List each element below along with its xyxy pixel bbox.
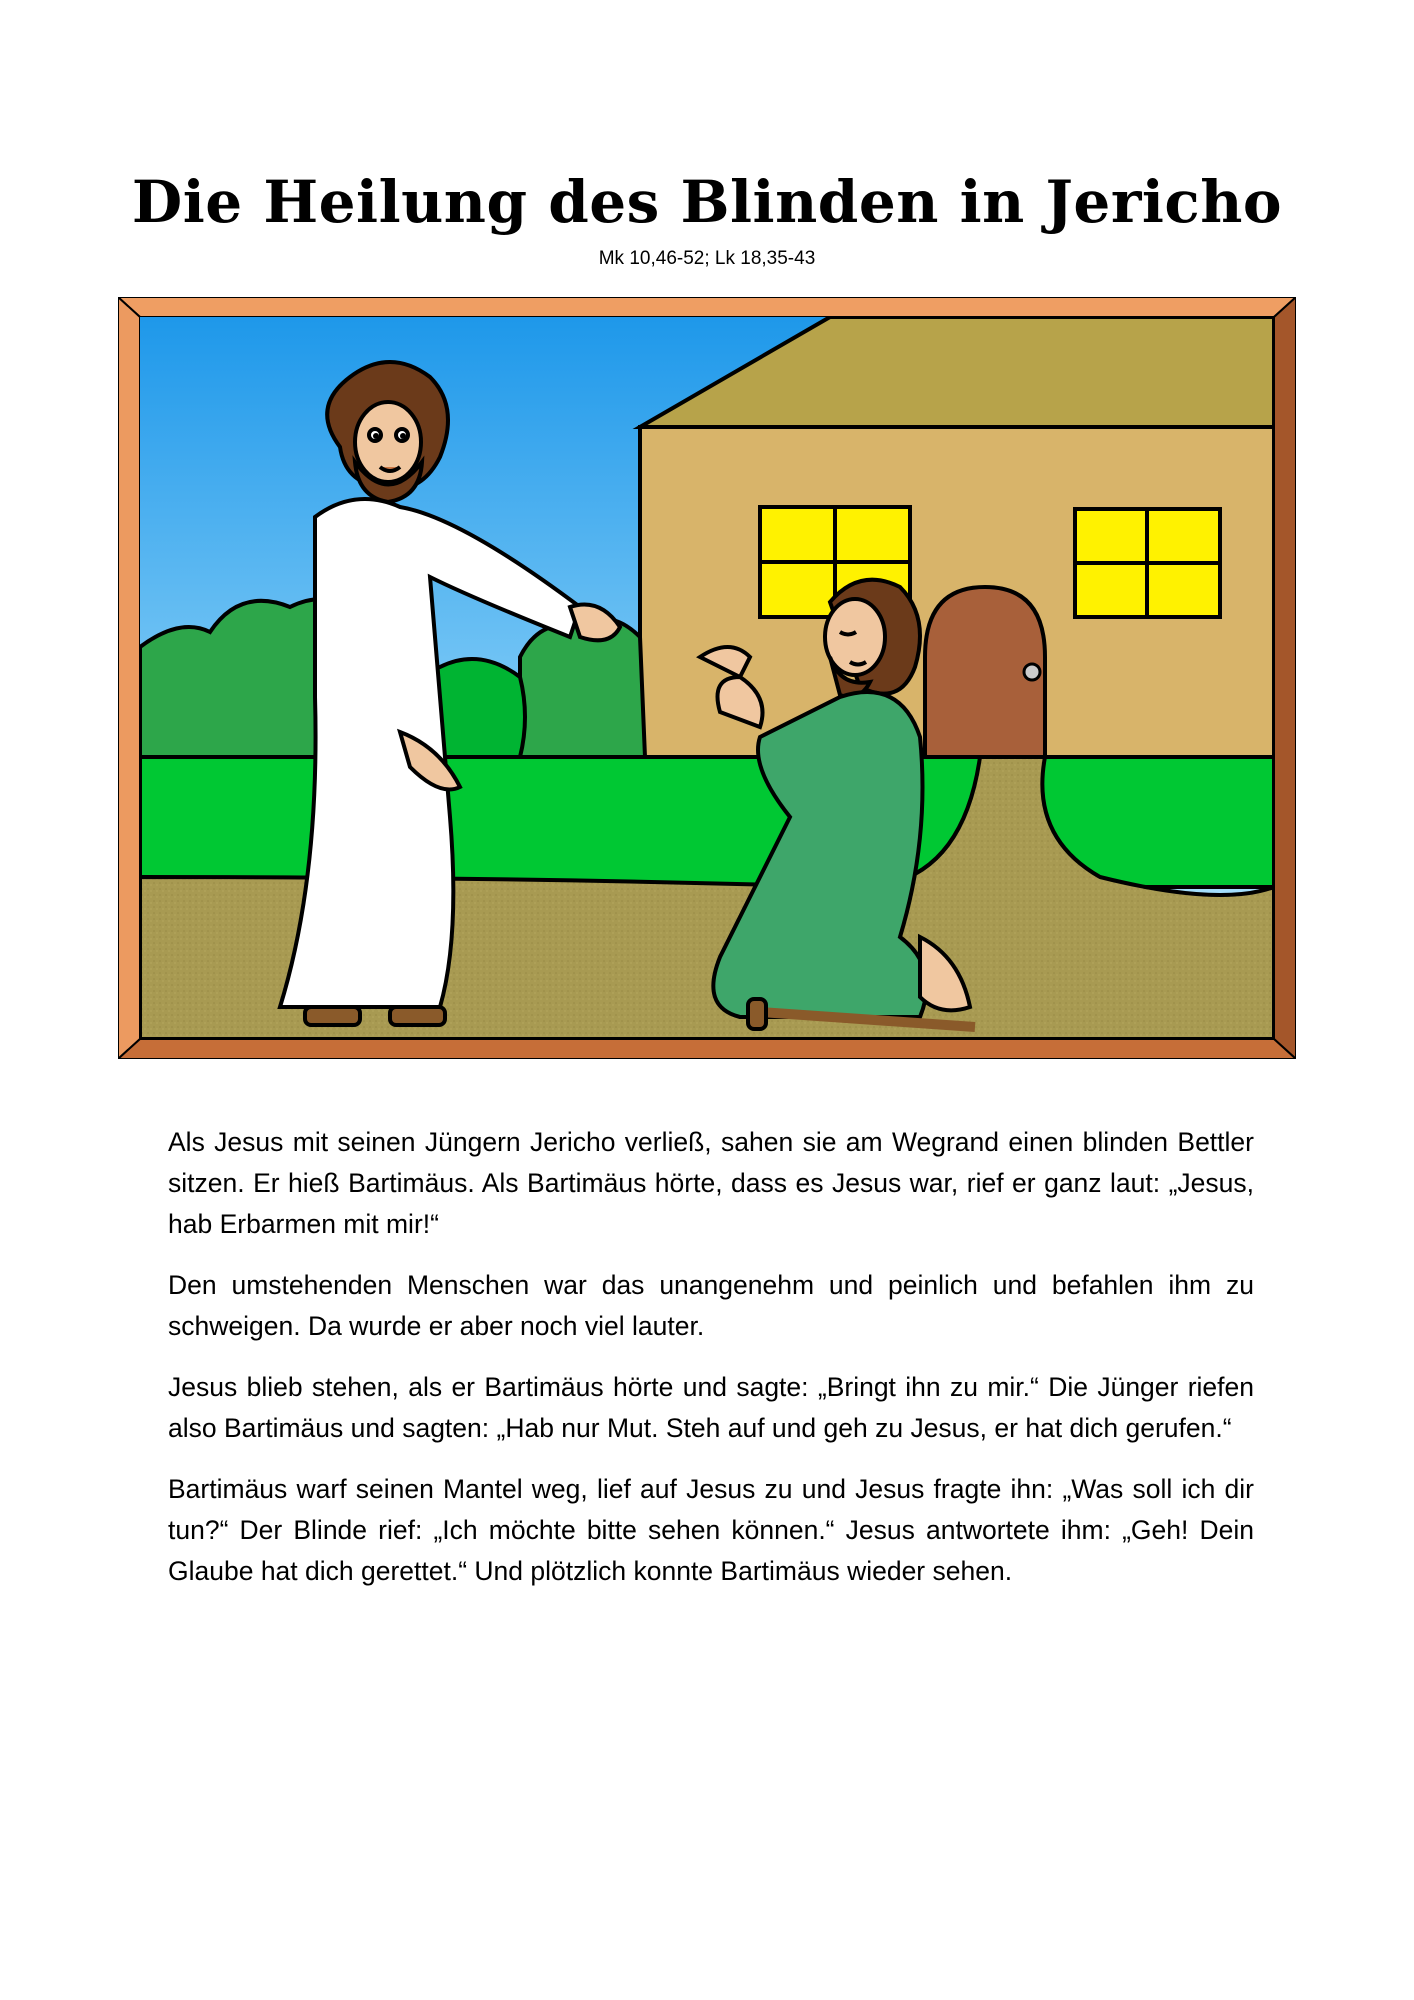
bible-reference: Mk 10,46-52; Lk 18,35-43 bbox=[598, 248, 816, 269]
illustration-icon bbox=[118, 297, 1296, 1059]
paragraph: Den umstehenden Menschen war das unangenehm und peinlich und befahlen ihm zu schweigen. Da wurde er aber noch viel lauter. bbox=[168, 1270, 1254, 1341]
paragraph: Bartimäus warf seinen Mantel weg, lief auf Jesus zu und Jesus fragte ihn: „Was soll ich dir tun?“ Der Blinde rief: „Ich möchte bitte sehen können.“ Jesus antwortete ihm: „Geh! Dein Glaube hat dich gerettet.“ Und plötzlich konnte Bartimäus wieder sehen. bbox=[168, 1474, 1254, 1586]
story-text bbox=[168, 1122, 1254, 1612]
page-title: Die Heilung des Blinden in Jericho bbox=[131, 168, 1283, 236]
paragraph: Jesus blieb stehen, als er Bartimäus hörte und sagte: „Bringt ihn zu mir.“ Die Jünger riefen also Bartimäus und sagten: „Hab nur Mut. Steh auf und geh zu Jesus, er hat dich gerufen.“ bbox=[168, 1372, 1254, 1443]
illustration bbox=[118, 297, 1296, 1059]
paragraph: Als Jesus mit seinen Jüngern Jericho verließ, sahen sie am Wegrand einen blinden Bettler sitzen. Er hieß Bartimäus. Als Bartimäus hörte, dass es Jesus war, rief er ganz laut: „Jesus, hab Erbarmen mit mir!“ bbox=[168, 1127, 1254, 1239]
